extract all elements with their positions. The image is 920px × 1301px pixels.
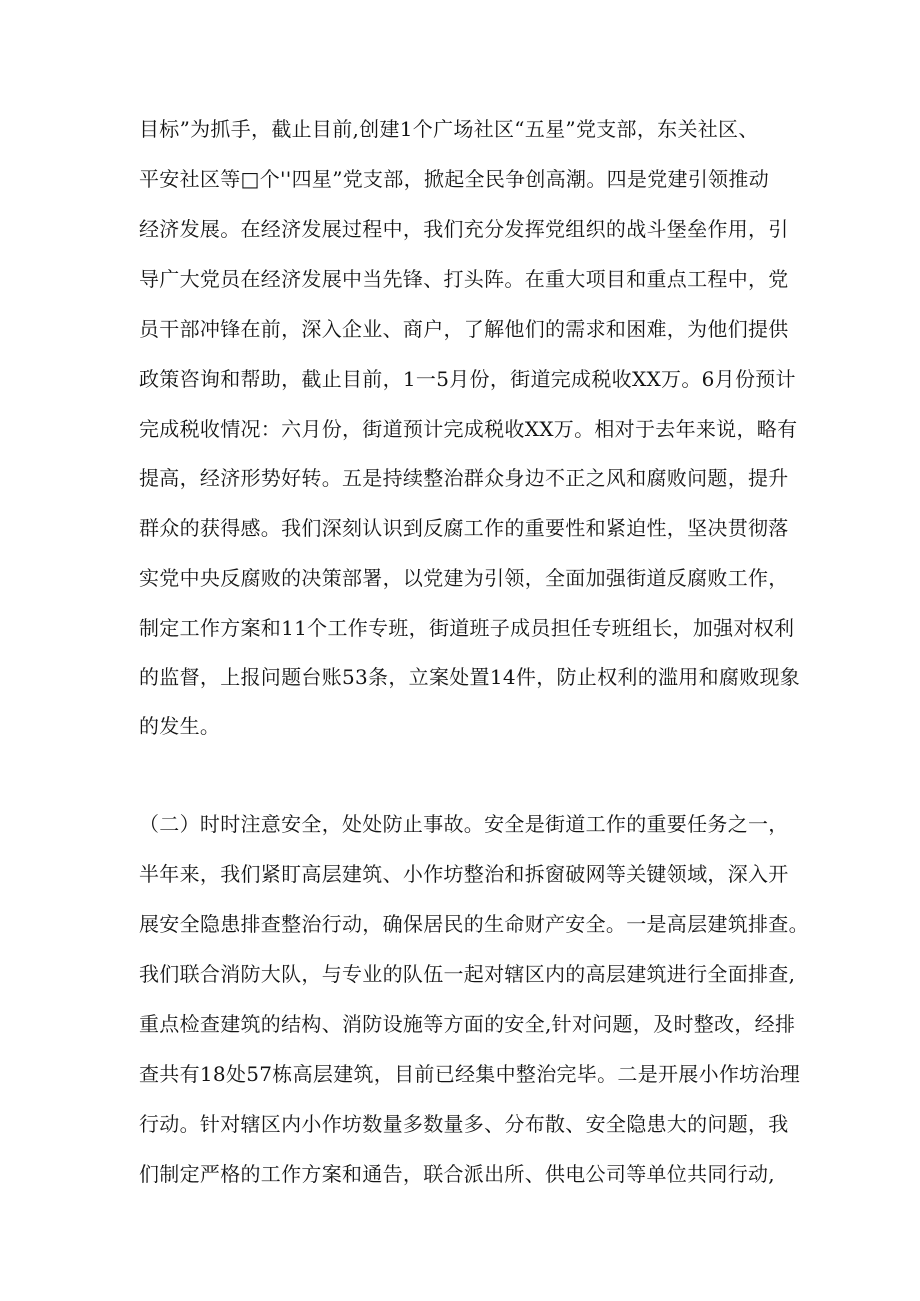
paragraph-1-line-5: 员干部冲锋在前，深入企业、商户，了解他们的需求和困难，为他们提供	[139, 317, 789, 341]
paragraph-1-line-3: 经济发展。在经济发展过程中，我们充分发挥党组织的战斗堡垒作用，引	[139, 217, 789, 241]
paragraph-1-line-13: 的发生。	[139, 714, 221, 738]
paragraph-1-line-10: 实党中央反腐败的决策部署，以党建为引领，全面加强街道反腐败工作，	[139, 566, 789, 590]
paragraph-2-line-6: 查共有18处57栋高层建筑，目前已经集中整治完毕。二是开展小作坊治理	[139, 1062, 801, 1086]
paragraph-1-line-4: 导广大党员在经济发展中当先锋、打头阵。在重大项目和重点工程中，党	[139, 267, 789, 291]
paragraph-1-line-6: 政策咨询和帮助，截止目前，1一5月份，街道完成税收XX万。6月份预计	[139, 367, 796, 391]
paragraph-1-line-12: 的监督，上报问题台账53条，立案处置14件，防止权利的滥用和腐败现象	[139, 665, 801, 689]
paragraph-2-line-5: 重点检查建筑的结构、消防设施等方面的安全,针对问题，及时整改，经排	[139, 1012, 796, 1036]
paragraph-1-line-7: 完成税收情况：六月份，街道预计完成税收XX万。相对于去年来说，略有	[139, 417, 798, 441]
paragraph-2-line-1: （二）时时注意安全，处处防止事故。安全是街道工作的重要任务之一，	[139, 812, 789, 836]
paragraph-1-line-2: 平安社区等□个''四星”党支部，掀起全民争创高潮。四是党建引领推动	[139, 167, 770, 191]
paragraph-2-line-3: 展安全隐患排查整治行动，确保居民的生命财产安全。一是高层建筑排查。	[139, 912, 809, 936]
paragraph-1-line-1: 目标”为抓手，截止目前,创建1个广场社区“五星”党支部，东关社区、	[139, 117, 759, 141]
paragraph-2-line-8: 们制定严格的工作方案和通告，联合派出所、供电公司等单位共同行动,	[139, 1162, 775, 1186]
paragraph-2-line-2: 半年来，我们紧盯高层建筑、小作坊整治和拆窗破网等关键领域，深入开	[139, 862, 789, 886]
paragraph-1-line-9: 群众的获得感。我们深刻认识到反腐工作的重要性和紧迫性，坚决贯彻落	[139, 516, 789, 540]
paragraph-2-line-4: 我们联合消防大队，与专业的队伍一起对辖区内的高层建筑进行全面排查,	[139, 962, 796, 986]
paragraph-1-line-11: 制定工作方案和11个工作专班，街道班子成员担任专班组长，加强对权利	[139, 616, 795, 640]
paragraph-1-line-8: 提高，经济形势好转。五是持续整治群众身边不正之风和腐败问题，提升	[139, 466, 789, 490]
paragraph-2-line-7: 行动。针对辖区内小作坊数量多数量多、分布散、安全隐患大的问题，我	[139, 1112, 789, 1136]
